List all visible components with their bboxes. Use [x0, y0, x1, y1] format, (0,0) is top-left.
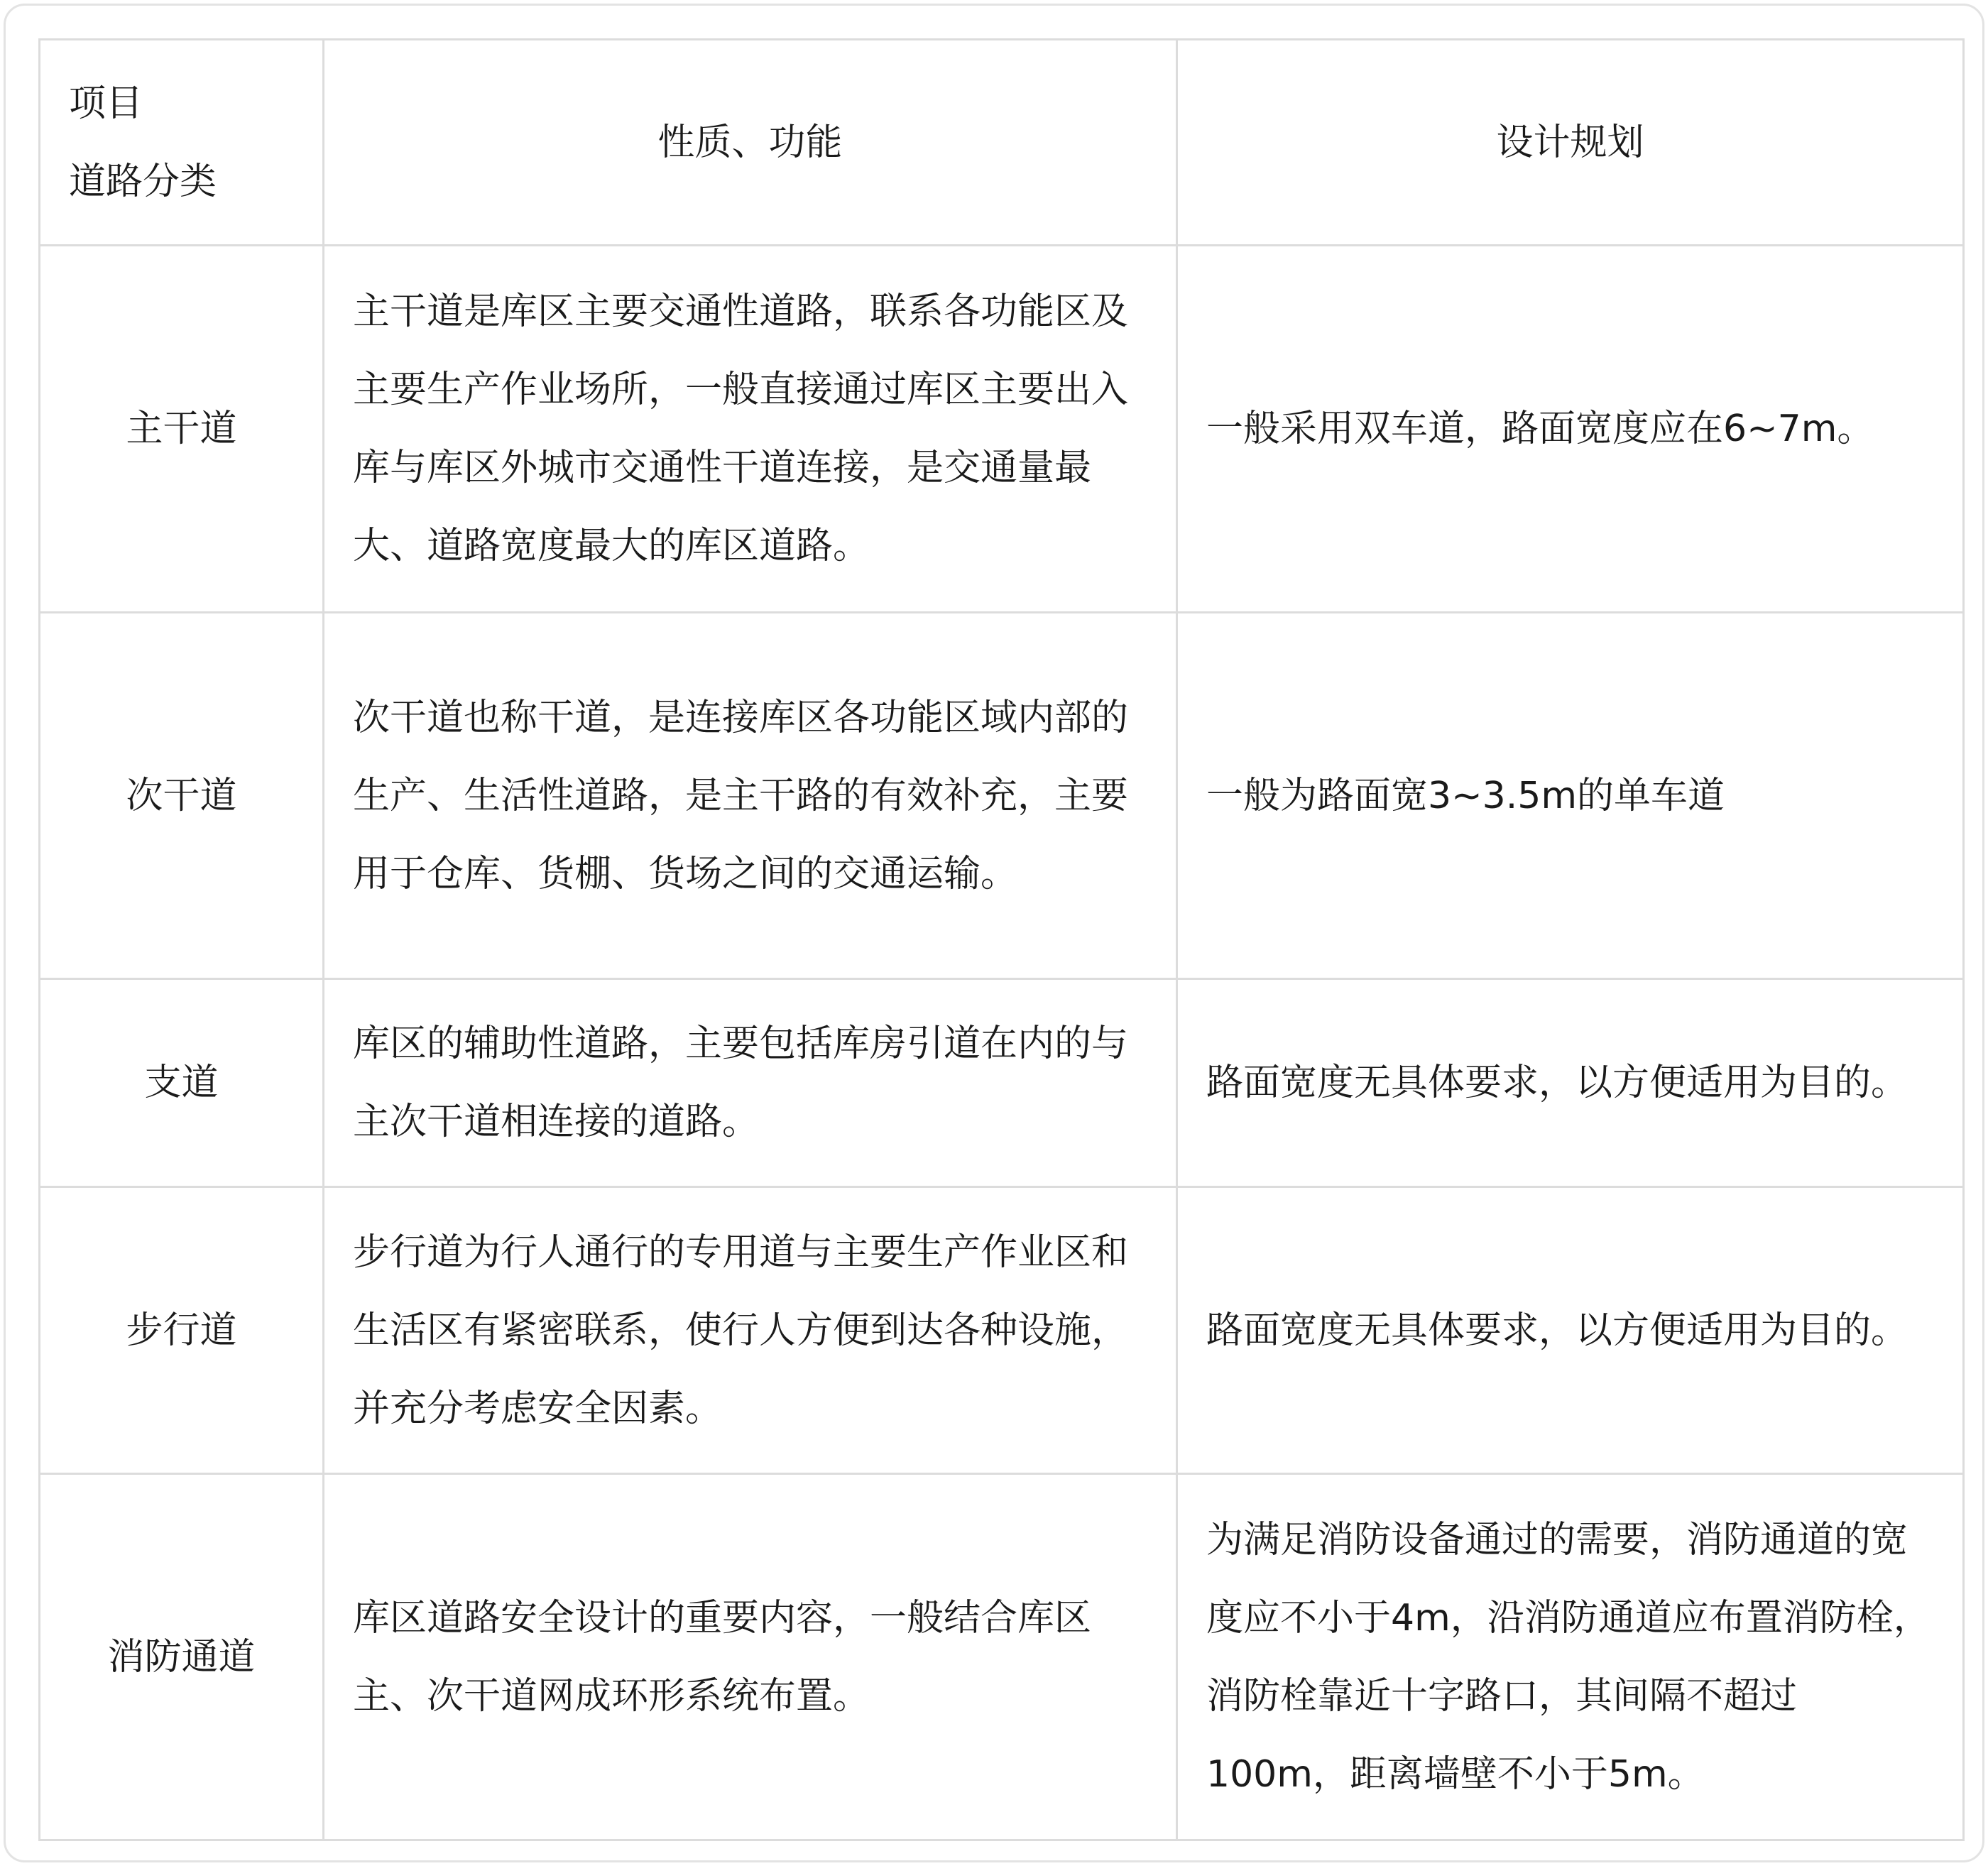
row-nature: 步行道为行人通行的专用道与主要生产作业区和生活区有紧密联系，使行人方便到达各种设施，并充分考虑安全因素。 — [324, 1187, 1177, 1474]
header-category-label: 道路分类 — [69, 160, 217, 203]
row-category: 消防通道 — [40, 1474, 324, 1840]
row-category: 支道 — [40, 979, 324, 1187]
table-card — [4, 4, 1984, 1862]
road-classification-table — [38, 38, 1965, 1841]
table-row — [40, 613, 1964, 979]
header-item-category — [40, 40, 324, 246]
row-design: 为满足消防设备通过的需要，消防通道的宽度应不小于4m，沿消防通道应布置消防栓，消防栓靠近十字路口，其间隔不超过100m，距离墙壁不小于5m。 — [1177, 1474, 1964, 1840]
table-row — [40, 1187, 1964, 1474]
row-nature: 主干道是库区主要交通性道路，联系各功能区及主要生产作业场所，一般直接通过库区主要出入库与库区外城市交通性干道连接，是交通量最大、道路宽度最大的库区道路。 — [324, 246, 1177, 613]
row-category: 主干道 — [40, 246, 324, 613]
header-design-plan: 设计规划 — [1177, 40, 1964, 246]
table-header-row — [40, 40, 1964, 246]
row-nature: 库区的辅助性道路，主要包括库房引道在内的与主次干道相连接的道路。 — [324, 979, 1177, 1187]
header-nature-function: 性质、功能 — [324, 40, 1177, 246]
table-row — [40, 1474, 1964, 1840]
row-design: 路面宽度无具体要求，以方便适用为目的。 — [1177, 979, 1964, 1187]
row-design: 一般为路面宽3~3.5m的单车道 — [1177, 613, 1964, 979]
row-category: 次干道 — [40, 613, 324, 979]
row-category: 步行道 — [40, 1187, 324, 1474]
header-item-label: 项目 — [69, 82, 143, 125]
table-row — [40, 979, 1964, 1187]
row-design: 一般采用双车道，路面宽度应在6~7m。 — [1177, 246, 1964, 613]
row-nature: 次干道也称干道，是连接库区各功能区域内部的生产、生活性道路，是主干路的有效补充，主要用于仓库、货棚、货场之间的交通运输。 — [324, 613, 1177, 979]
row-nature: 库区道路安全设计的重要内容，一般结合库区主、次干道网成环形系统布置。 — [324, 1474, 1177, 1840]
table-row — [40, 246, 1964, 613]
row-design: 路面宽度无具体要求，以方便适用为目的。 — [1177, 1187, 1964, 1474]
